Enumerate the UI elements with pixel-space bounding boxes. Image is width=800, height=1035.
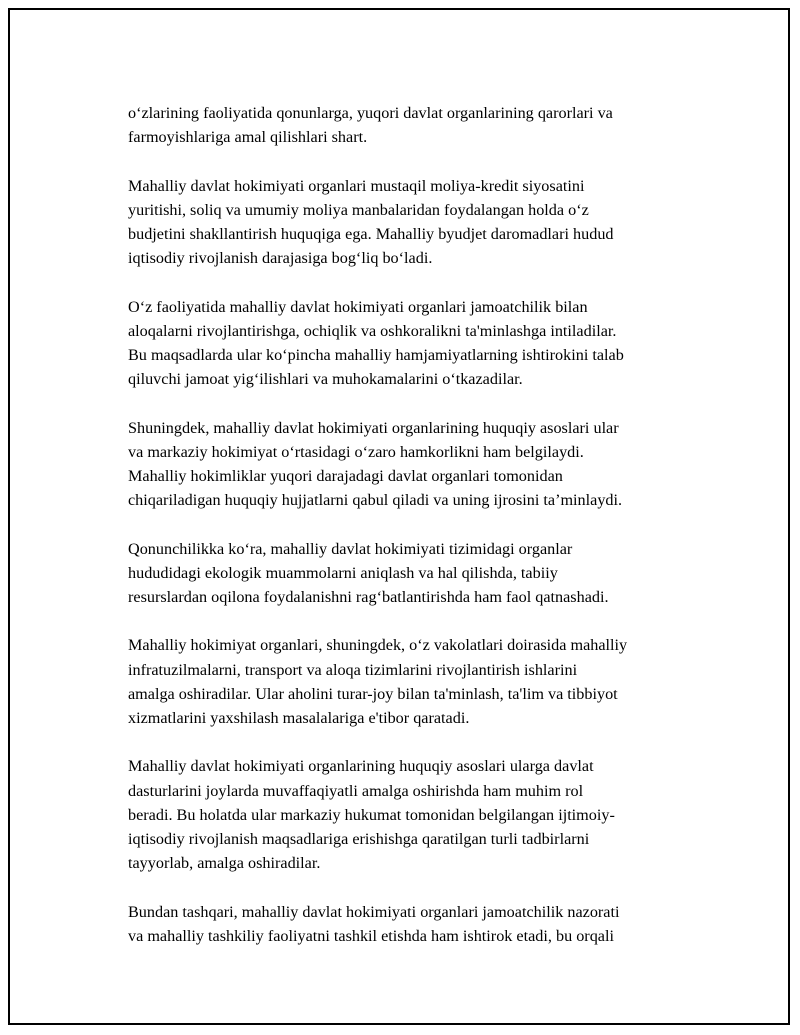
paragraph-2	[128, 174, 708, 271]
text-line: farmoyishlariga amal qilishlari shart.	[128, 128, 368, 147]
text-line: Mahalliy hokimiyat organlari, shuningdek, o‘z vakolatlari doirasida mahalliy	[128, 636, 628, 655]
text-line: va markaziy hokimiyat o‘rtasidagi o‘zaro hamkorlikni ham belgilaydi.	[128, 442, 584, 461]
text-line: Bu maqsadlarda ular ko‘pincha mahalliy hamjamiyatlarning ishtirokini talab	[128, 346, 624, 364]
text-line: Shuningdek, mahalliy davlat hokimiyati organlarining huquqiy asoslari ular	[128, 418, 619, 437]
text-line: Qonunchilikka ko‘ra, mahalliy davlat hokimiyati tizimidagi organlar	[128, 539, 573, 558]
page-frame	[8, 8, 790, 1025]
paragraph-8	[128, 900, 708, 948]
text-line: hududidagi ekologik muammolarni aniqlash va hal qilishda, tabiiy	[128, 563, 558, 582]
paragraph-7	[128, 754, 708, 875]
text-line: iqtisodiy rivojlanish maqsadlariga erishishga qaratilgan turli tadbirlarni	[128, 830, 590, 848]
text-line: budjetini shakllantirish huquqiga ega. Mahalliy byudjet daromadlari hudud	[128, 225, 614, 243]
text-line: Mahalliy hokimliklar yuqori darajadagi davlat organlari tomonidan	[128, 467, 563, 485]
text-line: infratuzilmalarni, transport va aloqa tizimlarini rivojlantirish ishlarini	[128, 660, 578, 679]
text-line: Mahalliy davlat hokimiyati organlari mustaqil moliya-kredit siyosatini	[128, 176, 585, 195]
text-line: chiqariladigan huquqiy hujjatlarni qabul qiladi va uning ijrosini ta’minlaydi.	[128, 491, 623, 510]
text-line: aloqalarni rivojlantirishga, ochiqlik va oshkoralikni ta'minlashga intiladilar.	[128, 321, 617, 340]
text-line: amalga oshiradilar. Ular aholini turar-joy bilan ta'minlash, ta'lim va tibbiyot	[128, 684, 618, 703]
text-line: va mahalliy tashkiliy faoliyatni tashkil etishda ham ishtirok etadi, bu orqali	[128, 926, 614, 945]
paragraph-4	[128, 416, 708, 513]
text-line: o‘zlarining faoliyatida qonunlarga, yuqori davlat organlarining qarorlari va	[128, 104, 613, 122]
text-line: Bundan tashqari, mahalliy davlat hokimiyati organlari jamoatchilik nazorati	[128, 902, 620, 921]
text-line: qiluvchi jamoat yig‘ilishlari va muhokamalarini o‘tkazadilar.	[128, 370, 523, 389]
document-body	[128, 101, 708, 972]
text-line: xizmatlarini yaxshilash masalalariga e'tibor qaratadi.	[128, 709, 470, 727]
text-line: dasturlarini joylarda muvaffaqiyatli amalga oshirishda ham muhim rol	[128, 781, 584, 800]
text-line: tayyorlab, amalga oshiradilar.	[128, 854, 321, 873]
text-line: O‘z faoliyatida mahalliy davlat hokimiyati organlari jamoatchilik bilan	[128, 297, 588, 316]
text-line: yuritishi, soliq va umumiy moliya manbalaridan foydalangan holda o‘z	[128, 200, 589, 219]
text-line: beradi. Bu holatda ular markaziy hukumat tomonidan belgilangan ijtimoiy-	[128, 805, 615, 824]
paragraph-6	[128, 633, 708, 730]
text-line: iqtisodiy rivojlanish darajasiga bog‘liq bo‘ladi.	[128, 249, 433, 268]
paragraph-1	[128, 101, 708, 149]
paragraph-5	[128, 537, 708, 610]
paragraph-3	[128, 295, 708, 392]
text-line: resurslardan oqilona foydalanishni rag‘batlantirishda ham faol qatnashadi.	[128, 588, 609, 606]
text-line: Mahalliy davlat hokimiyati organlarining huquqiy asoslari ularga davlat	[128, 757, 594, 776]
